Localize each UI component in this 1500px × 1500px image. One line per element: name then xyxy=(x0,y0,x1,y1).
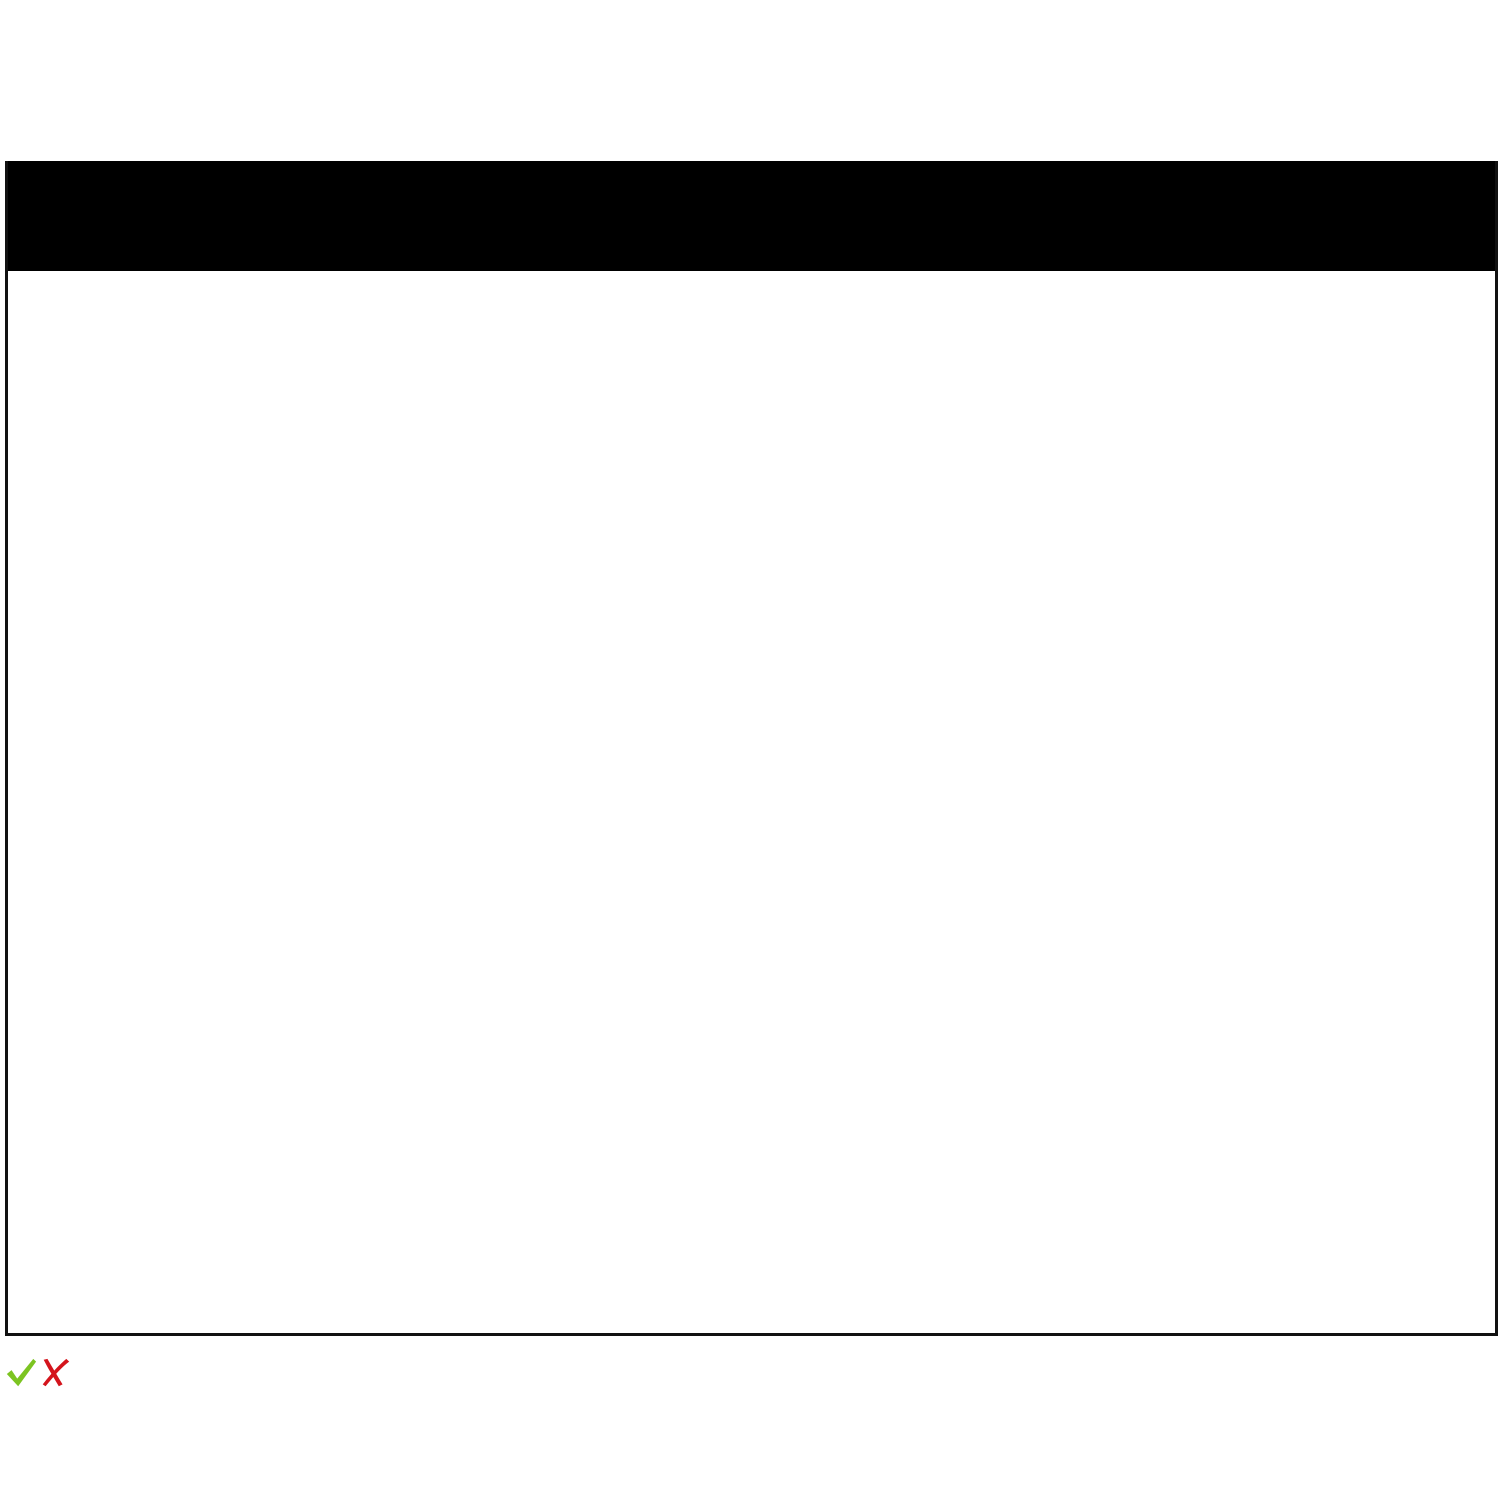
spec-table xyxy=(5,161,1498,1336)
cross-icon xyxy=(38,1356,72,1390)
table-title-bar xyxy=(8,161,1495,271)
check-icon xyxy=(4,1356,38,1390)
legend xyxy=(4,1368,72,1390)
